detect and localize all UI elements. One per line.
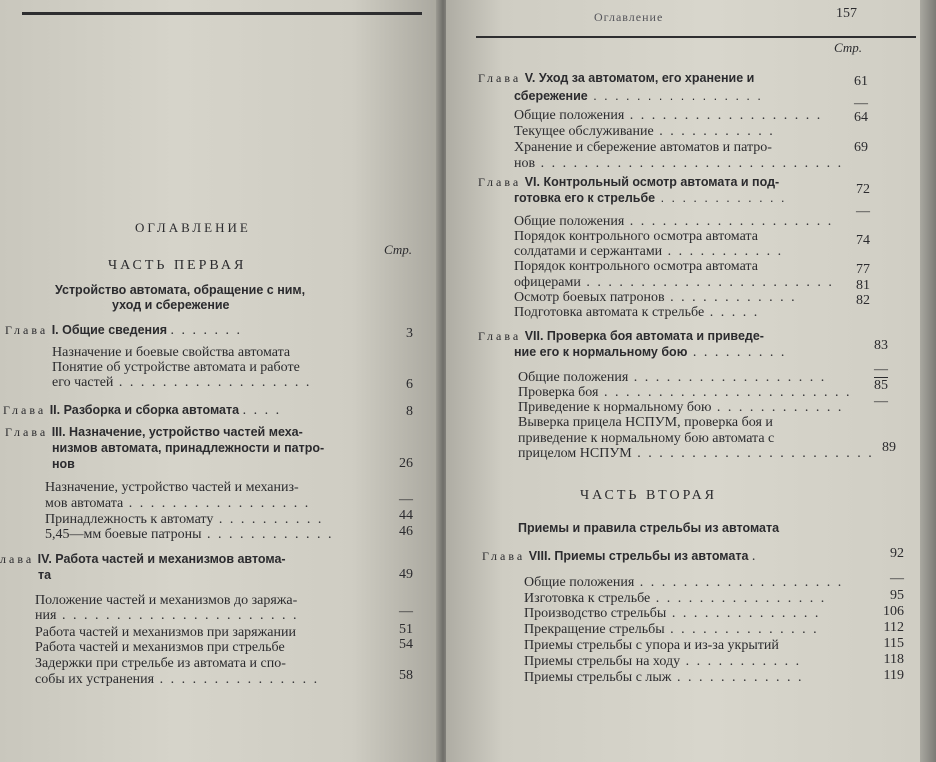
page-number: — bbox=[890, 571, 904, 586]
part-title: ЧАСТЬ ВТОРАЯ bbox=[580, 488, 718, 503]
toc-item: Приемы стрельбы с лыж . . . . . . . . . . . . bbox=[524, 670, 804, 685]
toc-item: Общие положения . . . . . . . . . . . . . . . . . . bbox=[518, 370, 827, 385]
toc-item: Работа частей и механизмов при заряжании bbox=[35, 625, 296, 640]
page-number: 26 bbox=[399, 456, 413, 471]
part-subtitle: Устройство автомата, обращение с ним, bbox=[55, 283, 306, 297]
toc-item: Текущее обслуживание . . . . . . . . . . . bbox=[514, 124, 775, 139]
page-number: 49 bbox=[399, 567, 413, 582]
running-head: Оглавление bbox=[594, 10, 664, 24]
page-number: — bbox=[856, 204, 870, 219]
toc-item: 5,45—мм боевые патроны . . . . . . . . . . . . bbox=[45, 527, 334, 542]
left-page bbox=[0, 0, 440, 762]
page-number: 64 bbox=[854, 110, 868, 125]
toc-item: Изготовка к стрельбе . . . . . . . . . . . . . . . . bbox=[524, 591, 827, 606]
chapter-heading-cont: готовка его к стрельбе . . . . . . . . . . . . bbox=[514, 191, 787, 205]
page-column-label: Стр. bbox=[384, 242, 412, 257]
toc-item: прицелом НСПУМ . . . . . . . . . . . . . . . . . . . . . . bbox=[518, 446, 874, 461]
toc-item: Назначение, устройство частей и механиз- bbox=[45, 480, 299, 495]
toc-item: Положение частей и механизмов до заряжа- bbox=[35, 593, 298, 608]
page-number: 115 bbox=[883, 636, 904, 651]
toc-item: мов автомата . . . . . . . . . . . . . . . . . bbox=[45, 496, 311, 511]
toc-item: приведение к нормальному бою автомата с bbox=[518, 431, 775, 446]
chapter-heading: Глава VI. Контрольный осмотр автомата и под- bbox=[478, 175, 780, 189]
page-number: 3 bbox=[406, 326, 413, 341]
toc-item: Порядок контрольного осмотра автомата bbox=[514, 229, 758, 244]
toc-item: собы их устранения . . . . . . . . . . . . . . . bbox=[35, 672, 320, 687]
toc-item: Общие положения . . . . . . . . . . . . . . . . . . bbox=[514, 108, 823, 123]
toc-item: Работа частей и механизмов при стрельбе bbox=[35, 640, 285, 655]
chapter-heading: Глава V. Уход за автоматом, его хранение и bbox=[478, 71, 755, 85]
page-number: 61 bbox=[854, 74, 868, 89]
page-number: — bbox=[399, 604, 413, 619]
page-number: 69 bbox=[854, 140, 868, 155]
page-column-label: Стр. bbox=[834, 40, 862, 55]
page-number: 44 bbox=[399, 508, 413, 523]
page-number: 119 bbox=[883, 668, 904, 683]
toc-item: ния . . . . . . . . . . . . . . . . . . . . . . bbox=[35, 608, 299, 623]
page-number: 72 bbox=[856, 182, 870, 197]
toc-item: Общие положения . . . . . . . . . . . . . . . . . . . bbox=[524, 575, 844, 590]
toc-item: Назначение и боевые свойства автомата bbox=[52, 345, 291, 360]
toc-item: Приемы стрельбы с упора и из-за укрытий bbox=[524, 638, 779, 653]
toc-item: офицерами . . . . . . . . . . . . . . . . . . . . . . . bbox=[514, 275, 834, 290]
chapter-heading-cont: ние его к нормальному бою . . . . . . . . . bbox=[514, 345, 787, 360]
page-number: 51 bbox=[399, 622, 413, 637]
top-rule bbox=[476, 36, 916, 38]
right-page bbox=[446, 0, 920, 762]
toc-item: Хранение и сбережение автоматов и патро- bbox=[514, 140, 772, 155]
page-number: 6 bbox=[406, 377, 413, 392]
part-subtitle: Приемы и правила стрельбы из автомата bbox=[518, 521, 780, 535]
page-number: — bbox=[874, 394, 888, 409]
toc-item: Производство стрельбы . . . . . . . . . . . . . . bbox=[524, 606, 821, 621]
page-number: 82 bbox=[856, 293, 870, 308]
chapter-heading: Глава VII. Проверка боя автомата и приведе- bbox=[478, 329, 764, 343]
page-number: 83 bbox=[874, 338, 888, 353]
toc-item: Принадлежность к автомату . . . . . . . . . . bbox=[45, 512, 324, 527]
toc-item: Проверка боя . . . . . . . . . . . . . . . . . . . . . . . bbox=[518, 385, 852, 400]
toc-item: Порядок контрольного осмотра автомата bbox=[514, 259, 758, 274]
chapter-heading-cont: та bbox=[38, 568, 52, 582]
toc-item: Приемы стрельбы на ходу . . . . . . . . . . . bbox=[524, 654, 802, 669]
toc-item: Выверка прицела НСПУМ, проверка боя и bbox=[518, 415, 773, 430]
page-number: 106 bbox=[883, 604, 904, 619]
page-number: 81 bbox=[856, 278, 870, 293]
page-number: 77 bbox=[856, 262, 870, 277]
toc-item: Прекращение стрельбы . . . . . . . . . . . . . . bbox=[524, 622, 819, 637]
page-number: 112 bbox=[883, 620, 904, 635]
part-title: ЧАСТЬ ПЕРВАЯ bbox=[108, 258, 247, 273]
page-number: 95 bbox=[890, 588, 904, 603]
page-number: 85 bbox=[874, 378, 888, 393]
toc-item: Осмотр боевых патронов . . . . . . . . . . . . bbox=[514, 290, 797, 305]
page-number: 46 bbox=[399, 524, 413, 539]
toc-item: Подготовка автомата к стрельбе . . . . . bbox=[514, 305, 760, 320]
page-number: 54 bbox=[399, 637, 413, 652]
toc-item: Приведение к нормальному бою . . . . . . . . . . . . bbox=[518, 400, 844, 415]
chapter-heading: Глава II. Разборка и сборка автомата . . . . bbox=[3, 403, 282, 418]
chapter-heading-cont: нов bbox=[52, 457, 75, 471]
page-number: — bbox=[874, 362, 888, 377]
page-number: — bbox=[399, 492, 413, 507]
page-number: 118 bbox=[883, 652, 904, 667]
page-number: 8 bbox=[406, 404, 413, 419]
toc-item: солдатами и сержантами . . . . . . . . . . . bbox=[514, 244, 784, 259]
page-number: 74 bbox=[856, 233, 870, 248]
chapter-heading-cont: сбережение . . . . . . . . . . . . . . . . bbox=[514, 89, 763, 103]
top-rule bbox=[22, 12, 422, 15]
toc-item: его частей . . . . . . . . . . . . . . . . . . bbox=[52, 375, 312, 390]
part-subtitle: уход и сбережение bbox=[112, 298, 230, 312]
folio-page-number: 157 bbox=[836, 6, 857, 21]
toc-item: Общие положения . . . . . . . . . . . . . . . . . . . bbox=[514, 214, 834, 229]
toc-title: ОГЛАВЛЕНИЕ bbox=[135, 220, 251, 235]
page-number: 58 bbox=[399, 668, 413, 683]
chapter-heading-cont: низмов автомата, принадлежности и патро- bbox=[52, 441, 325, 455]
toc-item: нов . . . . . . . . . . . . . . . . . . . . . . . . . . . . bbox=[514, 156, 844, 171]
background-edge bbox=[920, 0, 936, 762]
page-number: 89 bbox=[882, 440, 896, 455]
chapter-heading: Глава I. Общие сведения . . . . . . . bbox=[5, 323, 243, 338]
page-number: 92 bbox=[890, 546, 904, 561]
chapter-heading: Глава VIII. Приемы стрельбы из автомата . bbox=[482, 549, 758, 564]
page-number: — bbox=[854, 96, 868, 111]
chapter-heading: Глава III. Назначение, устройство частей меха- bbox=[5, 425, 303, 439]
toc-item: Задержки при стрельбе из автомата и спо- bbox=[35, 656, 286, 671]
toc-item: Понятие об устройстве автомата и работе bbox=[52, 360, 300, 375]
chapter-heading: лава IV. Работа частей и механизмов автома- bbox=[0, 552, 286, 566]
